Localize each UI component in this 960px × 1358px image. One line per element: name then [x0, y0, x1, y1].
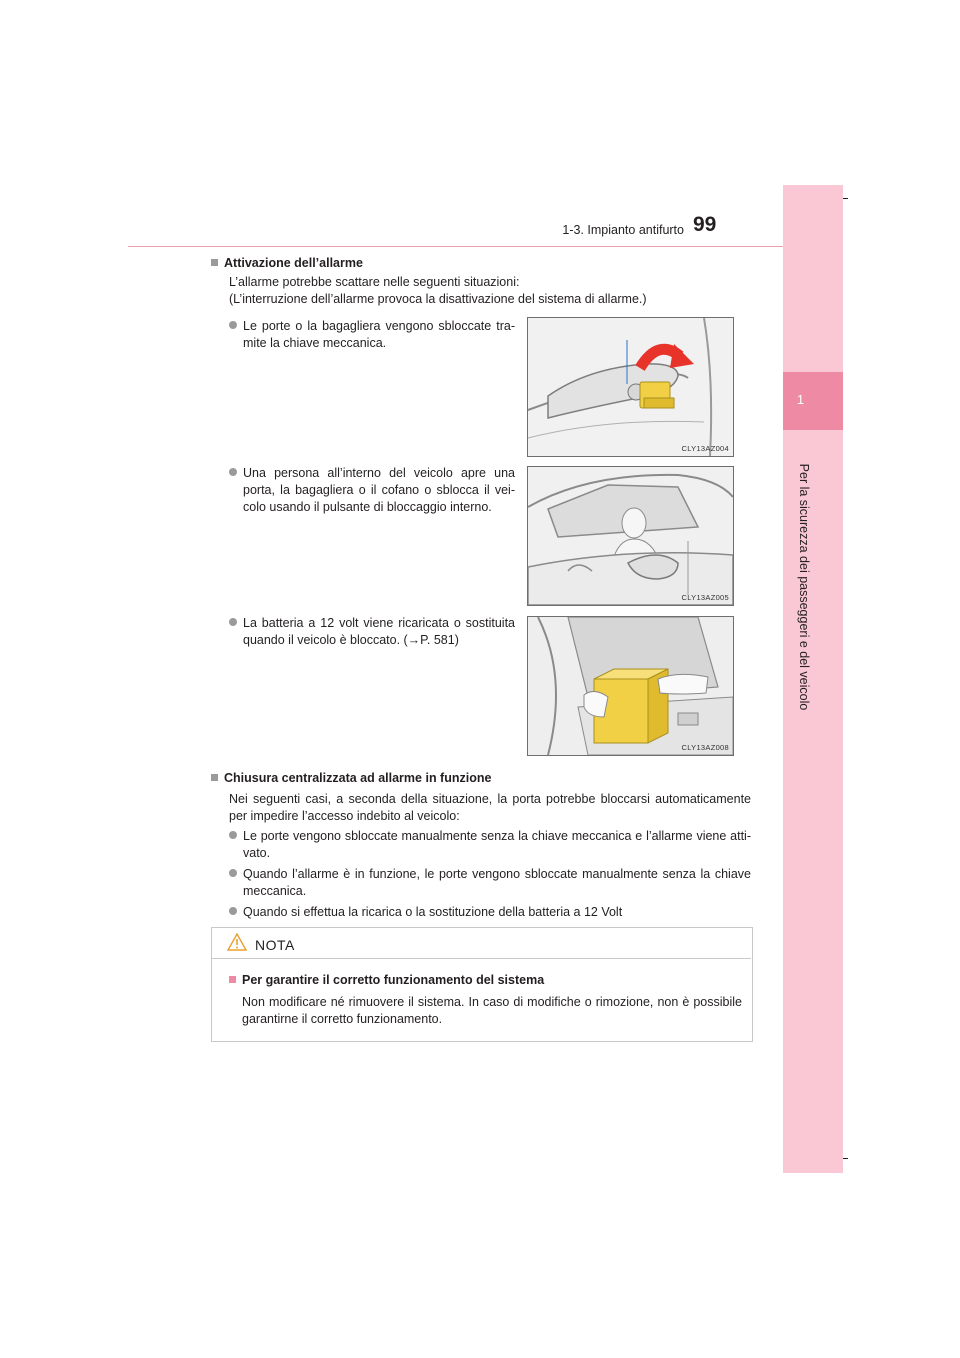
warning-icon	[227, 933, 247, 951]
central-lock-bullet-2	[229, 866, 751, 900]
chapter-title-text: Per la sicurezza dei passeggeri e del veicolo	[797, 463, 811, 711]
note-title: NOTA	[255, 937, 295, 953]
central-lock-intro	[229, 791, 751, 825]
alarm-item-1-line-1	[229, 318, 515, 335]
alarm-heading	[211, 256, 363, 270]
round-bullet-icon	[229, 907, 237, 915]
alarm-item-3	[229, 615, 515, 649]
round-bullet-icon	[229, 831, 237, 839]
round-bullet-icon	[229, 869, 237, 877]
alarm-intro-2: (L’interruzione dell’allarme provoca la disattivazione del sistema di allarme.)	[229, 292, 647, 306]
central-lock-bullet-1	[229, 828, 751, 862]
alarm-item-3-text: La batteria a 12 volt viene ricaricata o sostituita	[243, 616, 515, 630]
note-body-line-2: garantirne il corretto funzionamento.	[242, 1012, 443, 1026]
alarm-item-1	[229, 318, 515, 352]
alarm-item-2-text: Una persona all’interno del veicolo apre una	[243, 466, 515, 480]
central-lock-bullet-3	[229, 904, 751, 921]
central-lock-heading	[211, 771, 491, 785]
central-lock-bullet-2-line-2: meccanica.	[243, 884, 307, 898]
note-body	[242, 994, 742, 1028]
central-lock-bullet-3-text: Quando si effettua la ricarica o la sostituzione della batteria a 12 Volt	[243, 905, 623, 919]
alarm-item-2-line-3: colo usando il pulsante di bloccaggio interno.	[243, 500, 492, 514]
central-lock-bullet-1-text: Le porte vengono sbloccate manualmente senza la chiave meccanica e l’allarme viene atti-	[243, 829, 751, 843]
round-bullet-icon	[229, 618, 237, 626]
round-bullet-icon	[229, 321, 237, 329]
central-lock-intro-1: Nei seguenti casi, a seconda della situazione, la porta potrebbe bloccarsi automaticamente	[229, 792, 751, 806]
alarm-item-2	[229, 465, 515, 516]
alarm-intro-1: L’allarme potrebbe scattare nelle seguenti situazioni:	[229, 275, 520, 289]
central-lock-bullet-2-text: Quando l’allarme è in funzione, le porte vengono sbloccate manualmente senza la chiave	[243, 867, 751, 881]
alarm-item-3-line-1	[229, 615, 515, 632]
header-divider	[128, 246, 783, 247]
square-bullet-icon	[211, 774, 218, 781]
person-in-car-illustration	[527, 466, 734, 606]
section-title: 1-3. Impianto antifurto	[562, 223, 684, 237]
page-number: 99	[693, 213, 717, 236]
alarm-item-2-line-1	[229, 465, 515, 482]
battery-illustration	[527, 616, 734, 756]
alarm-item-1-line-2: mite la chiave meccanica.	[243, 336, 387, 350]
alarm-item-1-text: Le porte o la bagagliera vengono sbloccate tra-	[243, 319, 515, 333]
image-label-1: CLY13AZ004	[681, 444, 729, 453]
door-key-illustration	[527, 317, 734, 457]
central-lock-intro-2: per impedire l’accesso indebito al veicolo:	[229, 809, 460, 823]
square-bullet-icon	[229, 976, 236, 983]
chapter-title	[780, 440, 818, 740]
round-bullet-icon	[229, 468, 237, 476]
note-body-line-1: Non modificare né rimuovere il sistema. In caso di modifiche o rimozione, non è possibile	[242, 995, 742, 1009]
central-lock-bullet-2-line-1	[229, 866, 751, 883]
central-lock-bullet-1-line-2: vato.	[243, 846, 271, 860]
alarm-item-2-line-2: porta, la bagagliera o il cofano o sblocca il vei-	[243, 483, 515, 497]
note-heading-text: Per garantire il corretto funzionamento del sistema	[242, 973, 545, 987]
chapter-number: 1	[796, 392, 805, 407]
alarm-item-3-line-2: quando il veicolo è bloccato. (→P. 581)	[243, 633, 459, 647]
square-bullet-icon	[211, 259, 218, 266]
central-lock-bullet-1-line-1	[229, 828, 751, 845]
note-heading	[229, 973, 544, 987]
central-lock-heading-text: Chiusura centralizzata ad allarme in funzione	[224, 771, 492, 785]
image-label-2: CLY13AZ005	[681, 593, 729, 602]
alarm-heading-text: Attivazione dell’allarme	[224, 256, 363, 270]
central-lock-bullet-3-line-1	[229, 904, 751, 921]
image-label-3: CLY13AZ008	[681, 743, 729, 752]
